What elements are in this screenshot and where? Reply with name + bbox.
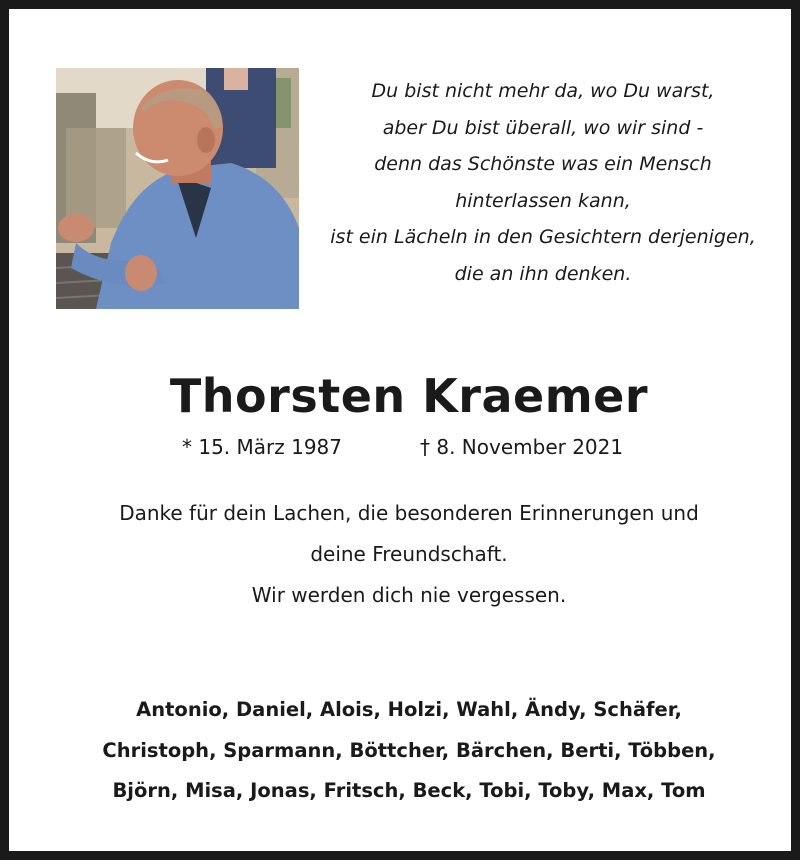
poem-line: ist ein Lächeln in den Gesichtern derjenigen,: [330, 226, 756, 249]
signatories-line: Antonio, Daniel, Alois, Holzi, Wahl, Ändy, Schäfer,: [136, 698, 682, 721]
birth-date: * 15. März 1987: [182, 435, 343, 459]
signatories-line: Björn, Misa, Jonas, Fritsch, Beck, Tobi, Toby, Max, Tom: [112, 779, 706, 802]
deceased-name: Thorsten Kraemer: [169, 369, 649, 423]
message-line: Danke für dein Lachen, die besonderen Erinnerungen und: [119, 501, 699, 525]
signatories-line: Christoph, Sparmann, Böttcher, Bärchen, Berti, Többen,: [102, 738, 716, 762]
death-date: † 8. November 2021: [420, 435, 624, 459]
poem-line: aber Du bist überall, wo wir sind -: [382, 116, 704, 139]
message-line: deine Freundschaft.: [310, 542, 508, 566]
poem-line: Du bist nicht mehr da, wo Du warst,: [371, 80, 715, 102]
message-line: Wir werden dich nie vergessen.: [251, 583, 567, 607]
signatories: [9, 690, 800, 812]
memorial-poem: [309, 73, 777, 293]
poem-line: hinterlassen kann,: [455, 189, 631, 212]
farewell-message: [9, 493, 800, 616]
poem-line: die an ihn denken.: [454, 262, 632, 285]
portrait-photo: [56, 68, 299, 309]
poem-line: denn das Schönste was ein Mensch: [374, 153, 712, 176]
